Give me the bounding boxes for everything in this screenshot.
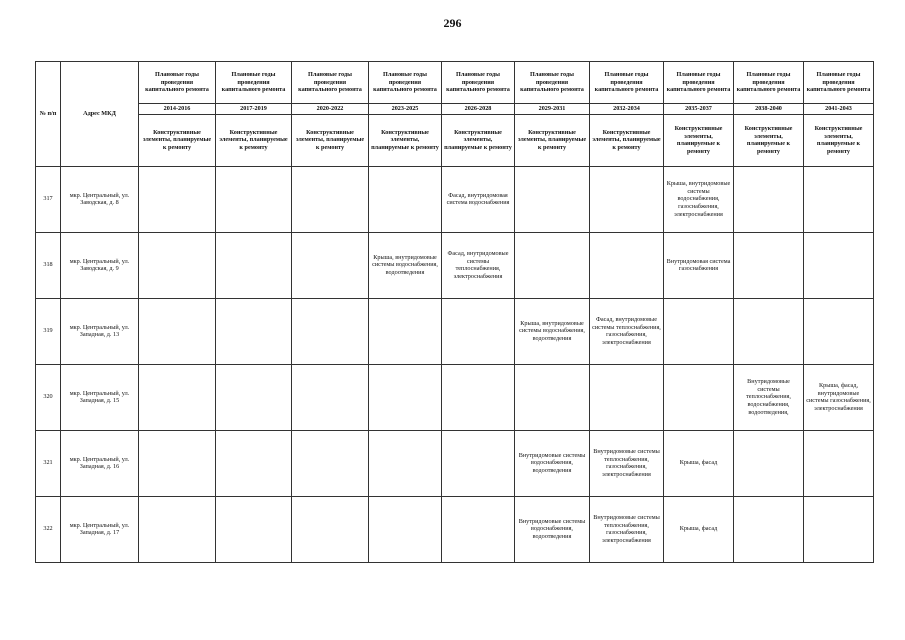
row-period-cell (442, 496, 515, 562)
row-period-cell (734, 166, 804, 232)
row-period-cell (139, 364, 216, 430)
header-period-title: Плановые годы проведения капитального ремонта (369, 62, 442, 104)
row-period-cell (292, 430, 369, 496)
header-period-years: 2026-2028 (442, 104, 515, 115)
header-period-elements: Конструктивные элементы, планируемые к ремонту (804, 114, 874, 166)
header-period-elements: Конструктивные элементы, планируемые к ремонту (734, 114, 804, 166)
table-row (36, 364, 874, 430)
row-period-cell (139, 166, 216, 232)
row-number: 319 (36, 298, 61, 364)
row-period-cell (139, 298, 216, 364)
row-period-cell (734, 232, 804, 298)
row-address: мкр. Центральный, ул. Западная, д. 16 (61, 430, 139, 496)
row-period-cell: Крыша, внутридомовые системы водоснабжения, газоснабжения, электроснабжения (664, 166, 734, 232)
row-number: 317 (36, 166, 61, 232)
header-period-elements: Конструктивные элементы, планируемые к ремонту (590, 114, 664, 166)
row-period-cell (442, 364, 515, 430)
row-address: мкр. Центральный, ул. Заводская, д. 8 (61, 166, 139, 232)
row-period-cell (442, 298, 515, 364)
row-period-cell (804, 298, 874, 364)
row-period-cell (804, 430, 874, 496)
header-period-years: 2014-2016 (139, 104, 216, 115)
row-address: мкр. Центральный, ул. Западная, д. 17 (61, 496, 139, 562)
row-period-cell (515, 364, 590, 430)
header-period-title: Плановые годы проведения капитального ремонта (590, 62, 664, 104)
header-period-elements: Конструктивные элементы, планируемые к ремонту (442, 114, 515, 166)
row-period-cell: Крыша, фасад, внутридомовые системы газоснабжения, электроснабжения (804, 364, 874, 430)
row-period-cell (292, 166, 369, 232)
header-period-title: Плановые годы проведения капитального ремонта (442, 62, 515, 104)
header-period-elements: Конструктивные элементы, планируемые к ремонту (515, 114, 590, 166)
row-period-cell (139, 430, 216, 496)
header-period-elements: Конструктивные элементы, планируемые к ремонту (139, 114, 216, 166)
header-period-years: 2029-2031 (515, 104, 590, 115)
header-period-title: Плановые годы проведения капитального ремонта (139, 62, 216, 104)
row-period-cell (590, 166, 664, 232)
row-number: 321 (36, 430, 61, 496)
header-period-title: Плановые годы проведения капитального ремонта (216, 62, 292, 104)
header-period-title: Плановые годы проведения капитального ремонта (804, 62, 874, 104)
table-row (36, 496, 874, 562)
header-period-years: 2041-2043 (804, 104, 874, 115)
row-number: 318 (36, 232, 61, 298)
row-period-cell: Фасад, внутридомовые системы теплоснабжения, газоснабжения, электроснабжения (590, 298, 664, 364)
row-period-cell: Крыша, фасад (664, 430, 734, 496)
header-period-years: 2023-2025 (369, 104, 442, 115)
row-period-cell: Внутридомовая система газоснабжения (664, 232, 734, 298)
row-period-cell (369, 364, 442, 430)
row-period-cell (369, 430, 442, 496)
row-period-cell (292, 232, 369, 298)
row-period-cell: Внутридомовые системы водоснабжения, водоотведения (515, 496, 590, 562)
row-period-cell (216, 496, 292, 562)
row-address: мкр. Центральный, ул. Заводская, д. 9 (61, 232, 139, 298)
table-row (36, 232, 874, 298)
row-period-cell (292, 364, 369, 430)
row-period-cell (292, 496, 369, 562)
row-address: мкр. Центральный, ул. Западная, д. 15 (61, 364, 139, 430)
row-period-cell: Внутридомовые системы водоснабжения, водоотведения (515, 430, 590, 496)
row-period-cell: Крыша, внутридомовые системы водоснабжения, водоотведения (369, 232, 442, 298)
header-num: № п/п (36, 62, 61, 167)
row-period-cell: Фасад, внутридомовые системы теплоснабжения, электроснабжения (442, 232, 515, 298)
row-period-cell (804, 232, 874, 298)
row-period-cell (216, 364, 292, 430)
header-address: Адрес МКД (61, 62, 139, 167)
header-period-years: 2020-2022 (292, 104, 369, 115)
row-period-cell (369, 166, 442, 232)
repair-schedule-table (35, 61, 874, 563)
page-number: 296 (443, 16, 462, 30)
row-period-cell: Крыша, фасад (664, 496, 734, 562)
header-period-elements: Конструктивные элементы, планируемые к ремонту (292, 114, 369, 166)
header-period-title: Плановые годы проведения капитального ремонта (515, 62, 590, 104)
header-period-title: Плановые годы проведения капитального ремонта (292, 62, 369, 104)
row-number: 320 (36, 364, 61, 430)
row-period-cell (515, 232, 590, 298)
row-period-cell: Внутридомовые системы теплоснабжения, газоснабжения, электроснабжения (590, 496, 664, 562)
row-period-cell (734, 496, 804, 562)
row-period-cell (369, 298, 442, 364)
row-period-cell (369, 496, 442, 562)
row-period-cell (734, 298, 804, 364)
row-period-cell: Внутридомовые системы теплоснабжения, газоснабжения, электроснабжения (590, 430, 664, 496)
row-period-cell (139, 232, 216, 298)
header-period-years: 2017-2019 (216, 104, 292, 115)
row-period-cell (734, 430, 804, 496)
row-period-cell (292, 298, 369, 364)
header-period-title: Плановые годы проведения капитального ремонта (734, 62, 804, 104)
row-period-cell: Крыша, внутридомовые системы водоснабжения, водоотведения (515, 298, 590, 364)
row-period-cell (804, 496, 874, 562)
header-period-elements: Конструктивные элементы, планируемые к ремонту (216, 114, 292, 166)
row-period-cell (664, 364, 734, 430)
header-period-years: 2035-2037 (664, 104, 734, 115)
row-period-cell (590, 232, 664, 298)
row-period-cell (664, 298, 734, 364)
header-period-elements: Конструктивные элементы, планируемые к ремонту (369, 114, 442, 166)
row-period-cell: Фасад, внутридомовая система водоснабжения (442, 166, 515, 232)
table-row (36, 430, 874, 496)
row-period-cell (216, 298, 292, 364)
row-period-cell (804, 166, 874, 232)
row-period-cell (590, 364, 664, 430)
table-row (36, 166, 874, 232)
row-period-cell (216, 232, 292, 298)
row-period-cell (442, 430, 515, 496)
header-period-years: 2032-2034 (590, 104, 664, 115)
table-row (36, 298, 874, 364)
row-period-cell: Внутридомовые системы теплоснабжения, водоснабжения, водоотведения, (734, 364, 804, 430)
row-address: мкр. Центральный, ул. Западная, д. 13 (61, 298, 139, 364)
row-number: 322 (36, 496, 61, 562)
row-period-cell (139, 496, 216, 562)
row-period-cell (216, 430, 292, 496)
header-period-years: 2038-2040 (734, 104, 804, 115)
row-period-cell (216, 166, 292, 232)
header-period-title: Плановые годы проведения капитального ремонта (664, 62, 734, 104)
row-period-cell (515, 166, 590, 232)
header-period-elements: Конструктивные элементы, планируемые к ремонту (664, 114, 734, 166)
